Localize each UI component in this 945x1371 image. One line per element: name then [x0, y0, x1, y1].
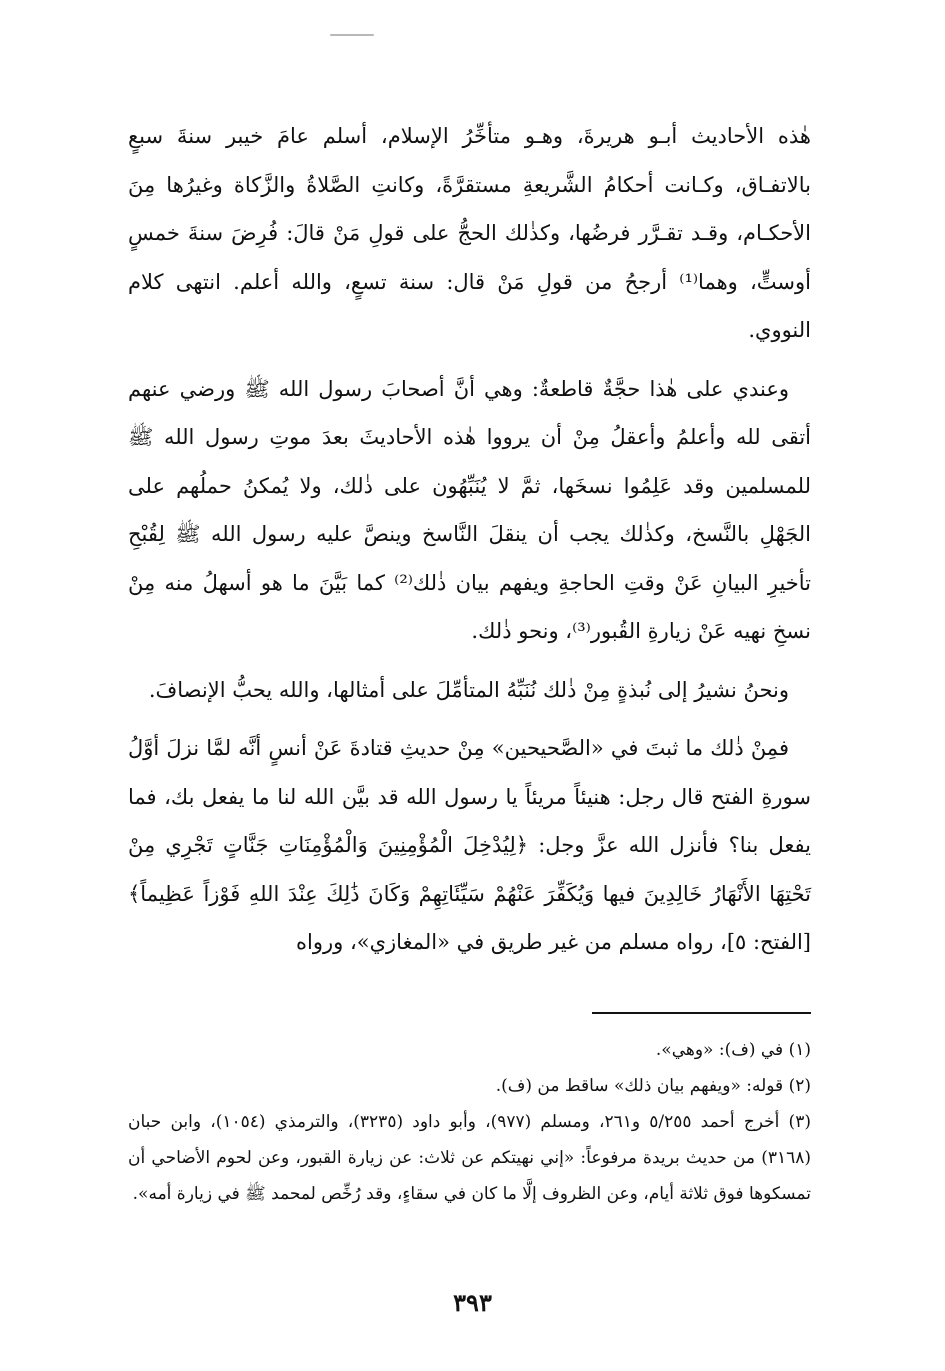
paragraph-3: ونحنُ نشيرُ إلى نُبذةٍ مِنْ ذٰلك نُنَبِّهُ المتأمِّلَ على أمثالها، والله يحبُّ الإنصافَ. — [148, 677, 789, 702]
main-text — [128, 112, 811, 967]
header-mark — [330, 34, 374, 36]
footnote-3: (٣) أخرج أحمد ٥/٢٥٥ و٢٦١، ومسلم (٩٧٧)، وأبو داود (٣٢٣٥)، والترمذي (١٠٥٤)، وابن حبان (٣١٦٨) من حديث بريدة مرفوعاً: «إني نهيتكم عن ثلاث: عن زيارة القبور، وعن لحوم الأضاحي أن تمسكوها فوق ثلاثة أيام، وعن الظروف إلَّا ما كان في سقاءٍ، وقد رُخِّص لمحمد ﷺ في زيارة أمه». — [128, 1112, 811, 1204]
page-number: ٣٩٣ — [453, 1288, 492, 1317]
paragraph-1: هٰذه الأحاديث أبـو هريرةَ، وهـو متأخِّرُ الإسلام، أسلم عامَ خيبر سنةَ سبعٍ بالاتفـاق، وكـانت أحكامُ الشَّريعةِ مستقرَّةً، وكانتِ الصَّلاةُ والزَّكاة وغيرُها مِنَ الأحكـام، وقـد تقـرَّر فرضُها، وكذٰلك الحجُّ على قولِ مَنْ قالَ: فُرِضَ سنةَ خمسٍ أوستٍّ، وهما⁽¹⁾ أرجحُ من قولِ مَنْ قال: سنة تسعٍ، والله أعلم. انتهى كلام النووي. — [128, 124, 812, 342]
footnote-1: (١) في (ف): «وهي». — [655, 1040, 811, 1060]
paragraph-2: وعندي على هٰذا حجَّةٌ قاطعةٌ: وهي أنَّ أصحابَ رسول الله ﷺ ورضي عنهم أتقى لله وأعلمُ وأعقلُ مِنْ أن يرووا هٰذه الأحاديثَ بعدَ موتِ رسول الله ﷺ للمسلمين وقد عَلِمُوا نسخَها، ثمَّ لا يُنَبِّهُون على ذٰلك، ولا يُمكنُ حملُهم على الجَهْلِ بالنَّسخ، وكذٰلك يجب أن ينقلَ النَّاسخ وينصَّ عليه رسول الله ﷺ لِقُبْحِ تأخيرِ البيانِ عَنْ وقتِ الحاجةِ ويفهم بيان ذٰلك⁽²⁾ كما بَيَّنَ ما هو أسهلُ منه مِنْ نسخِ نهيه عَنْ زيارةِ القُبور⁽³⁾، ونحو ذٰلك. — [128, 376, 811, 643]
paragraph-4: فمِنْ ذٰلك ما ثبتَ في «الصَّحيحين» مِنْ حديثِ قتادةَ عَنْ أنسٍ أنَّه لمَّا نزلَ أوَّلُ سورةِ الفتح قال رجل: هنيئاً مريئاً يا رسول الله قد بيَّن الله لنا ما يفعل بك، فما يفعل بنا؟ فأنزل الله عزَّ وجل: ﴿لِيُدْخِلَ الْمُؤْمِنِينَ وَالْمُؤْمِنَاتِ جَنَّاتٍ تَجْرِي مِنْ تَحْتِهَا الأَنْهَارُ خَالِدِينَ فيها وَيُكَفِّرَ عَنْهُمْ سَيِّئَاتِهِمْ وَكَانَ ذَٰلِكَ عِنْدَ اللهِ فَوْزاً عَظِيماً﴾ [الفتح: ٥]، رواه مسلم من غير طريق في «المغازي»، ورواه — [128, 736, 811, 954]
footnote-separator — [592, 1012, 811, 1014]
footnotes — [128, 1032, 811, 1212]
footnote-2: (٢) قوله: «ويفهم بيان ذلك» ساقط من (ف). — [495, 1076, 811, 1096]
